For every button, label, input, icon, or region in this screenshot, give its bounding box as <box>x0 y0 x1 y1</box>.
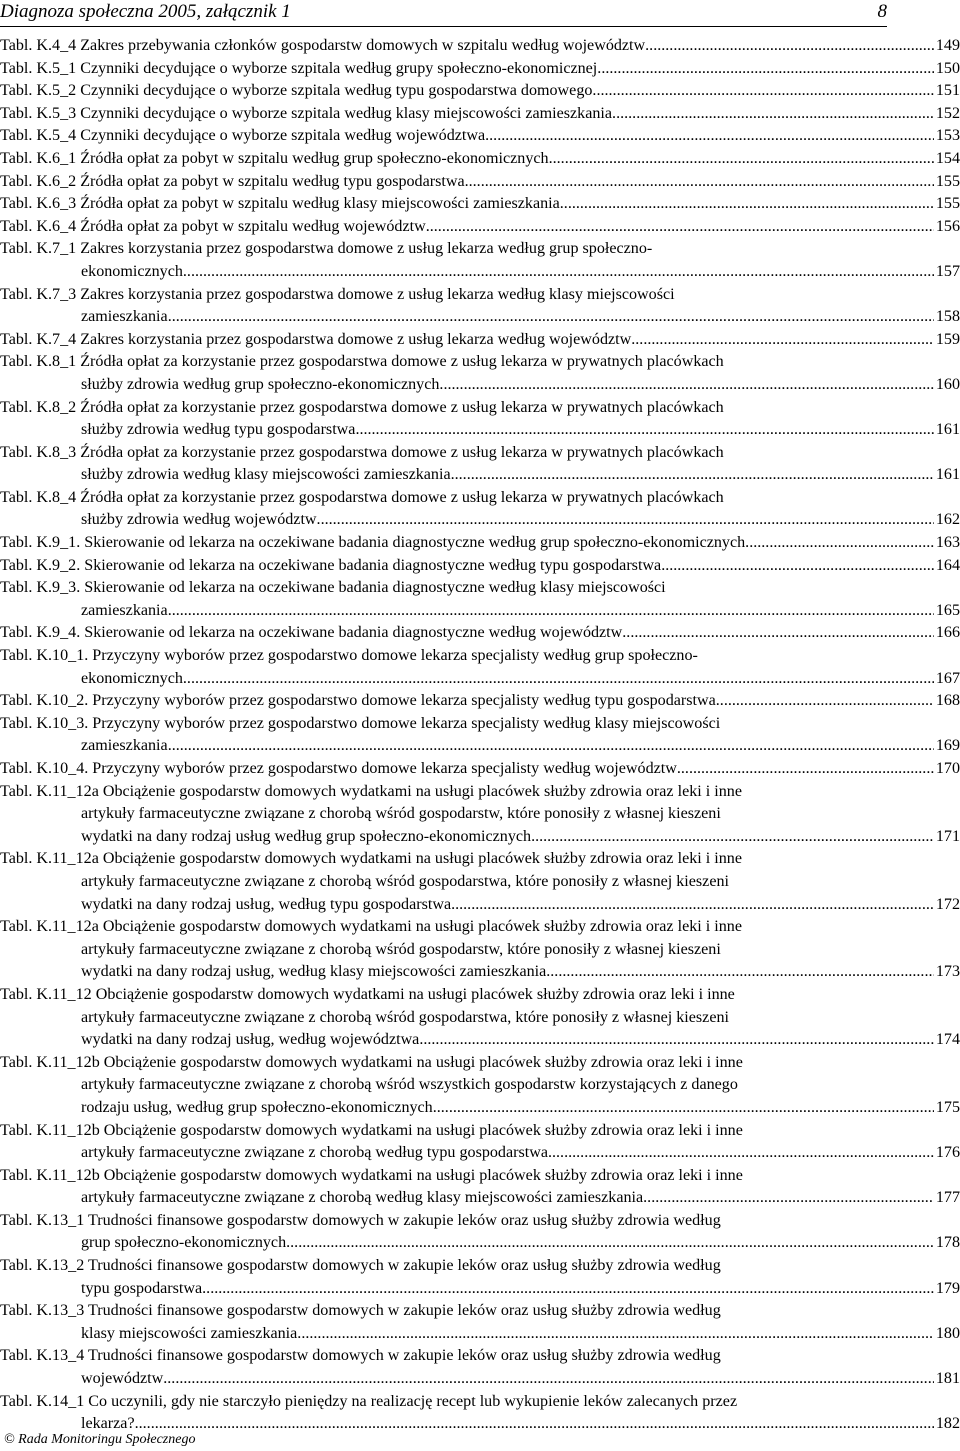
toc-entry-page: 165 <box>935 601 960 619</box>
toc-entry-page: 160 <box>935 375 960 393</box>
toc-entry-line <box>0 1165 960 1188</box>
toc-entry-line <box>0 735 960 758</box>
toc-entry-text: ekonomicznych <box>81 262 183 280</box>
toc-entry[interactable] <box>0 1300 960 1345</box>
toc-entry-text: rodzaju usług, według grup społeczno-ekonomicznych <box>81 1098 433 1116</box>
toc-entry-line <box>0 916 960 939</box>
toc-entry-page: 169 <box>935 737 960 755</box>
toc-entry-text: Tabl. K.7_4 Zakres korzystania przez gospodarstwa domowe z usług lekarza według województw <box>0 330 632 348</box>
page-number: 8 <box>877 1 887 22</box>
toc-entry-text: artykuły farmaceutyczne związane z chorobą wśród wszystkich gospodarstw korzystających z danego <box>81 1076 738 1094</box>
toc-entry-line <box>0 1323 960 1346</box>
toc-entry-page: 176 <box>935 1144 960 1162</box>
toc-entry-page: 153 <box>935 127 960 145</box>
table-of-contents <box>0 35 960 1436</box>
toc-entry-text: Tabl. K.7_3 Zakres korzystania przez gospodarstwa domowe z usług lekarza według klasy miejscowości <box>0 285 675 303</box>
toc-entry-page: 159 <box>935 330 960 348</box>
toc-entry-text: Tabl. K.5_2 Czynniki decydujące o wyborze szpitala według typu gospodarstwa domowego <box>0 82 593 100</box>
dot-leader <box>290 1232 934 1255</box>
toc-entry-page: 150 <box>935 59 960 77</box>
toc-entry-page: 155 <box>935 195 960 213</box>
toc-entry-page: 149 <box>935 37 960 54</box>
dot-leader <box>745 532 934 555</box>
toc-entry-page: 177 <box>935 1189 960 1207</box>
toc-entry-page: 180 <box>935 1324 960 1342</box>
dot-leader <box>622 622 934 645</box>
toc-entry-line <box>0 193 960 216</box>
toc-entry-line <box>0 171 960 194</box>
toc-entry-line <box>0 781 960 804</box>
toc-entry-page: 173 <box>935 963 960 981</box>
toc-entry-text: Tabl. K.11_12b Obciążenie gospodarstw domowych wydatkami na usługi placówek służby zdrowia oraz leki i inne <box>0 1166 743 1184</box>
toc-entry[interactable] <box>0 916 960 984</box>
toc-entry[interactable] <box>0 645 960 690</box>
toc-entry[interactable] <box>0 1345 960 1390</box>
toc-entry-line <box>0 1097 960 1120</box>
dot-leader <box>548 1142 934 1165</box>
dot-leader <box>301 1323 934 1346</box>
toc-entry-line <box>0 803 960 826</box>
toc-entry-text: służby zdrowia według typu gospodarstwa <box>81 421 356 439</box>
toc-entry[interactable] <box>0 1120 960 1165</box>
toc-entry-text: Tabl. K.7_1 Zakres korzystania przez gospodarstwa domowe z usług lekarza według grup społeczno- <box>0 240 653 258</box>
toc-entry-page: 161 <box>935 466 960 484</box>
toc-entry-text: Tabl. K.11_12b Obciążenie gospodarstw domowych wydatkami na usługi placówek służby zdrowia oraz leki i inne <box>0 1053 743 1071</box>
toc-entry-line <box>0 125 960 148</box>
toc-entry-text: grup społeczno-ekonomicznych. <box>81 1234 291 1252</box>
toc-entry-line <box>0 148 960 171</box>
toc-entry-page: 167 <box>935 669 960 687</box>
toc-entry-line <box>0 645 960 668</box>
toc-entry-text: Tabl. K.8_4 Źródła opłat za korzystanie przez gospodarstwa domowe z usług lekarza w prywatnych placówkach <box>0 488 724 506</box>
dot-leader <box>443 374 933 397</box>
toc-entry[interactable] <box>0 713 960 758</box>
toc-entry[interactable] <box>0 58 960 81</box>
dot-leader <box>531 826 934 849</box>
dot-leader <box>645 35 934 58</box>
toc-entry-text: zamieszkania <box>81 737 168 755</box>
toc-entry-line <box>0 939 960 962</box>
dot-leader <box>426 216 934 239</box>
dot-leader <box>661 555 934 578</box>
toc-entry[interactable] <box>0 1255 960 1300</box>
toc-entry-line <box>0 894 960 917</box>
toc-entry-line <box>0 216 960 239</box>
toc-entry-page: 164 <box>935 556 960 574</box>
toc-entry-text: zamieszkania <box>81 601 168 619</box>
toc-entry-text: wydatki na dany rodzaj usług według grup społeczno-ekonomicznych <box>81 827 532 845</box>
toc-entry-text: Tabl. K.13_3 Trudności finansowe gospodarstw domowych w zakupie leków oraz usług służby zdrowia według <box>0 1302 721 1320</box>
toc-entry-line <box>0 1210 960 1233</box>
dot-leader <box>168 306 934 329</box>
toc-entry[interactable] <box>0 984 960 1052</box>
toc-entry-line <box>0 1345 960 1368</box>
toc-entry-text: Tabl. K.8_1 Źródła opłat za korzystanie przez gospodarstwa domowe z usług lekarza w prywatnych placówkach <box>0 353 724 371</box>
toc-entry[interactable] <box>0 351 960 396</box>
toc-entry-line <box>0 238 960 261</box>
dot-leader <box>168 600 934 623</box>
toc-entry-text: wydatki na dany rodzaj usług, według klasy miejscowości zamieszkania <box>81 963 547 981</box>
toc-entry-line <box>0 961 960 984</box>
toc-entry-text: ekonomicznych <box>81 669 183 687</box>
toc-entry[interactable] <box>0 848 960 916</box>
toc-entry[interactable] <box>0 442 960 487</box>
toc-entry-text: Tabl. K.14_1 Co uczynili, gdy nie starczyło pieniędzy na realizację recept lub wykupienie leków zalecanych przez <box>0 1392 738 1410</box>
toc-entry-page: 155 <box>935 172 960 190</box>
toc-entry[interactable] <box>0 622 960 645</box>
toc-entry[interactable] <box>0 781 960 849</box>
toc-entry-line <box>0 668 960 691</box>
toc-entry-line <box>0 826 960 849</box>
toc-entry-line <box>0 1368 960 1391</box>
toc-entry-text: zamieszkania <box>81 308 168 326</box>
toc-entry-line <box>0 1300 960 1323</box>
toc-entry[interactable] <box>0 125 960 148</box>
toc-entry-line <box>0 1255 960 1278</box>
toc-entry-text: artykuły farmaceutyczne związane z chorobą wśród gospodarstwa, które ponosiły z własnej kieszeni <box>81 1008 729 1026</box>
toc-entry-page: 171 <box>935 827 960 845</box>
toc-entry-line <box>0 464 960 487</box>
toc-entry-line <box>0 1029 960 1052</box>
toc-entry-text: Tabl. K.13_1 Trudności finansowe gospodarstw domowych w zakupie leków oraz usług służby zdrowia według <box>0 1211 721 1229</box>
toc-entry-text: Tabl. K.10_1. Przyczyny wyborów przez gospodarstwo domowe lekarza specjalisty według grup społeczno- <box>0 647 698 665</box>
toc-entry-text: Tabl. K.10_3. Przyczyny wyborów przez gospodarstwo domowe lekarza specjalisty według klasy miejscowości <box>0 714 721 732</box>
dot-leader <box>647 1187 934 1210</box>
dot-leader <box>168 735 934 758</box>
dot-leader <box>202 1278 934 1301</box>
toc-entry-text: Tabl. K.9_1. Skierowanie od lekarza na oczekiwane badania diagnostyczne według grup społeczno-ekonomicznych <box>0 534 746 552</box>
toc-entry[interactable] <box>0 329 960 352</box>
toc-entry-page: 162 <box>935 511 960 529</box>
toc-entry-line <box>0 871 960 894</box>
dot-leader <box>163 1368 934 1391</box>
toc-entry-line <box>0 758 960 781</box>
toc-entry-text: Tabl. K.11_12a Obciążenie gospodarstw domowych wydatkami na usługi placówek służby zdrowia oraz leki i inne <box>0 782 742 800</box>
toc-entry-text: artykuły farmaceutyczne związane z chorobą według klasy miejscowości zamieszkania. <box>81 1189 648 1207</box>
dot-leader <box>485 125 934 148</box>
toc-entry-text: Tabl. K.8_2 Źródła opłat za korzystanie przez gospodarstwa domowe z usług lekarza w prywatnych placówkach <box>0 398 724 416</box>
toc-entry-text: lekarza? <box>81 1415 135 1433</box>
toc-entry-page: 156 <box>935 217 960 235</box>
toc-entry-line <box>0 397 960 420</box>
toc-entry-line <box>0 600 960 623</box>
toc-entry-text: Tabl. K.9_3. Skierowanie od lekarza na oczekiwane badania diagnostyczne według klasy miejscowości <box>0 579 666 597</box>
toc-entry-text: służby zdrowia według województw <box>81 511 317 529</box>
toc-entry-line <box>0 1052 960 1075</box>
toc-entry-page: 175 <box>935 1098 960 1116</box>
toc-entry-page: 161 <box>935 421 960 439</box>
toc-entry-line <box>0 306 960 329</box>
toc-entry-page: 172 <box>935 895 960 913</box>
toc-entry-text: wydatki na dany rodzaj usług, według typu gospodarstwa. <box>81 895 456 913</box>
toc-entry-line <box>0 103 960 126</box>
toc-entry[interactable] <box>0 397 960 442</box>
toc-entry-page: 152 <box>935 104 960 122</box>
dot-leader <box>183 261 934 284</box>
toc-entry-page: 168 <box>935 692 960 710</box>
toc-entry-text: Tabl. K.6_4 Źródła opłat za pobyt w szpitalu według województw <box>0 217 426 235</box>
toc-entry[interactable] <box>0 80 960 103</box>
dot-leader <box>549 148 934 171</box>
toc-entry-text: województw <box>81 1370 164 1388</box>
toc-entry-page: 174 <box>935 1031 960 1049</box>
toc-entry-line <box>0 1120 960 1143</box>
toc-entry-line <box>0 374 960 397</box>
dot-leader <box>597 58 934 81</box>
toc-entry-line <box>0 713 960 736</box>
toc-entry[interactable] <box>0 758 960 781</box>
toc-entry[interactable] <box>0 35 960 58</box>
toc-entry[interactable] <box>0 284 960 329</box>
toc-entry[interactable] <box>0 487 960 532</box>
dot-leader <box>183 668 934 691</box>
toc-entry-page: 154 <box>935 149 960 167</box>
dot-leader <box>451 464 934 487</box>
toc-entry-text: Tabl. K.13_4 Trudności finansowe gospodarstw domowych w zakupie leków oraz usług służby zdrowia według <box>0 1347 721 1365</box>
toc-entry[interactable] <box>0 193 960 216</box>
toc-entry-line <box>0 284 960 307</box>
toc-entry-line <box>0 1007 960 1030</box>
dot-leader <box>592 80 933 103</box>
toc-entry-line <box>0 622 960 645</box>
dot-leader <box>716 690 934 713</box>
dot-leader <box>135 1413 934 1436</box>
dot-leader <box>465 171 934 194</box>
document-title: Diagnoza społeczna 2005, załącznik 1 <box>0 1 291 22</box>
toc-entry-line <box>0 509 960 532</box>
toc-entry-text: Tabl. K.5_4 Czynniki decydujące o wyborze szpitala według województwa <box>0 127 486 145</box>
toc-entry[interactable] <box>0 555 960 578</box>
toc-entry-line <box>0 351 960 374</box>
toc-entry-text: Tabl. K.6_1 Źródła opłat za pobyt w szpitalu według grup społeczno-ekonomicznych <box>0 149 549 167</box>
toc-entry-text: artykuły farmaceutyczne związane z chorobą według typu gospodarstwa <box>81 1144 548 1162</box>
dot-leader <box>355 419 933 442</box>
toc-entry-line <box>0 984 960 1007</box>
toc-entry-text: Tabl. K.5_1 Czynniki decydujące o wyborze szpitala według grupy społeczno-ekonomicznej <box>0 59 598 77</box>
toc-entry-line <box>0 261 960 284</box>
dot-leader <box>433 1097 934 1120</box>
toc-entry-page: 157 <box>935 262 960 280</box>
toc-entry-page: 166 <box>935 624 960 642</box>
toc-entry-line <box>0 419 960 442</box>
toc-entry-page: 181 <box>935 1370 960 1388</box>
toc-entry-text: artykuły farmaceutyczne związane z chorobą wśród gospodarstw, które ponosiły z własnej kieszeni <box>81 805 721 823</box>
dot-leader <box>317 509 934 532</box>
toc-entry-text: artykuły farmaceutyczne związane z chorobą wśród gospodarstw, które ponosiły z własnej kieszeni <box>81 940 721 958</box>
toc-entry-line <box>0 329 960 352</box>
toc-entry-text: służby zdrowia według grup społeczno-ekonomicznych. <box>81 375 444 393</box>
toc-entry[interactable] <box>0 148 960 171</box>
toc-entry-text: wydatki na dany rodzaj usług, według województwa. <box>81 1031 424 1049</box>
toc-entry-text: Tabl. K.5_3 Czynniki decydujące o wyborze szpitala według klasy miejscowości zamieszkania <box>0 104 613 122</box>
toc-entry-text: Tabl. K.10_4. Przyczyny wyborów przez gospodarstwo domowe lekarza specjalisty według województw <box>0 760 677 777</box>
toc-entry-line <box>0 532 960 555</box>
toc-entry-text: artykuły farmaceutyczne związane z chorobą wśród gospodarstwa, które ponosiły z własnej kieszeni <box>81 872 729 890</box>
toc-entry[interactable] <box>0 690 960 713</box>
toc-entry-text: służby zdrowia według klasy miejscowości zamieszkania <box>81 466 451 484</box>
toc-entry[interactable] <box>0 171 960 194</box>
dot-leader <box>560 193 934 216</box>
footer-copyright: © Rada Monitoringu Społecznego <box>4 1432 196 1447</box>
toc-entry-line <box>0 80 960 103</box>
toc-entry-line <box>0 1278 960 1301</box>
dot-leader <box>455 894 934 917</box>
toc-entry[interactable] <box>0 532 960 555</box>
toc-entry[interactable] <box>0 1165 960 1210</box>
dot-leader <box>612 103 934 126</box>
toc-entry-line <box>0 848 960 871</box>
toc-entry-text: Tabl. K.8_3 Źródła opłat za korzystanie przez gospodarstwa domowe z usług lekarza w prywatnych placówkach <box>0 443 724 461</box>
toc-entry-text: klasy miejscowości zamieszkania. <box>81 1324 302 1342</box>
dot-leader <box>423 1029 934 1052</box>
toc-entry-line <box>0 1232 960 1255</box>
toc-entry-page: 151 <box>935 82 960 100</box>
toc-entry-line <box>0 1391 960 1414</box>
toc-entry[interactable] <box>0 1391 960 1436</box>
toc-entry-page: 158 <box>935 308 960 326</box>
toc-entry-text: Tabl. K.10_2. Przyczyny wyborów przez gospodarstwo domowe lekarza specjalisty według typu gospodarstwa <box>0 692 716 710</box>
toc-entry-text: Tabl. K.11_12a Obciążenie gospodarstw domowych wydatkami na usługi placówek służby zdrowia oraz leki i inne <box>0 918 742 936</box>
toc-entry[interactable] <box>0 216 960 239</box>
toc-entry[interactable] <box>0 103 960 126</box>
toc-entry-page: 182 <box>935 1415 960 1433</box>
toc-entry-text: Tabl. K.6_3 Źródła opłat za pobyt w szpitalu według klasy miejscowości zamieszkania <box>0 195 560 213</box>
toc-entry-page: 170 <box>935 760 960 777</box>
toc-entry-text: Tabl. K.11_12a Obciążenie gospodarstw domowych wydatkami na usługi placówek służby zdrowia oraz leki i inne <box>0 850 742 868</box>
toc-entry-page: 163 <box>935 534 960 552</box>
toc-entry-page: 179 <box>935 1279 960 1297</box>
toc-entry-text: Tabl. K.13_2 Trudności finansowe gospodarstw domowych w zakupie leków oraz usług służby zdrowia według <box>0 1257 721 1275</box>
toc-entry-line <box>0 1074 960 1097</box>
toc-entry-text: Tabl. K.9_4. Skierowanie od lekarza na oczekiwane badania diagnostyczne według województw <box>0 624 623 642</box>
toc-entry-line <box>0 487 960 510</box>
toc-entry-line <box>0 58 960 81</box>
toc-entry[interactable] <box>0 238 960 283</box>
toc-entry-text: Tabl. K.11_12 Obciążenie gospodarstw domowych wydatkami na usługi placówek służby zdrowia oraz leki i inne <box>0 985 735 1003</box>
toc-entry-line <box>0 1187 960 1210</box>
toc-entry[interactable] <box>0 577 960 622</box>
toc-entry-line <box>0 555 960 578</box>
toc-entry-line <box>0 442 960 465</box>
toc-entry-text: Tabl. K.4_4 Zakres przebywania członków gospodarstw domowych w szpitalu według województw <box>0 37 646 54</box>
toc-entry-line <box>0 1142 960 1165</box>
toc-entry-text: Tabl. K.11_12b Obciążenie gospodarstw domowych wydatkami na usługi placówek służby zdrowia oraz leki i inne <box>0 1121 743 1139</box>
toc-entry[interactable] <box>0 1052 960 1120</box>
page-header <box>0 0 887 27</box>
dot-leader <box>677 758 934 781</box>
dot-leader <box>546 961 934 984</box>
toc-entry-line <box>0 35 960 58</box>
toc-entry-text: Tabl. K.6_2 Źródła opłat za pobyt w szpitalu według typu gospodarstwa <box>0 172 465 190</box>
dot-leader <box>631 329 934 352</box>
toc-entry-line <box>0 690 960 713</box>
toc-entry-text: Tabl. K.9_2. Skierowanie od lekarza na oczekiwane badania diagnostyczne według typu gospodarstwa <box>0 556 662 574</box>
toc-entry-page: 178 <box>935 1234 960 1252</box>
toc-entry[interactable] <box>0 1210 960 1255</box>
toc-entry-text: typu gospodarstwa <box>81 1279 203 1297</box>
toc-entry-line <box>0 577 960 600</box>
